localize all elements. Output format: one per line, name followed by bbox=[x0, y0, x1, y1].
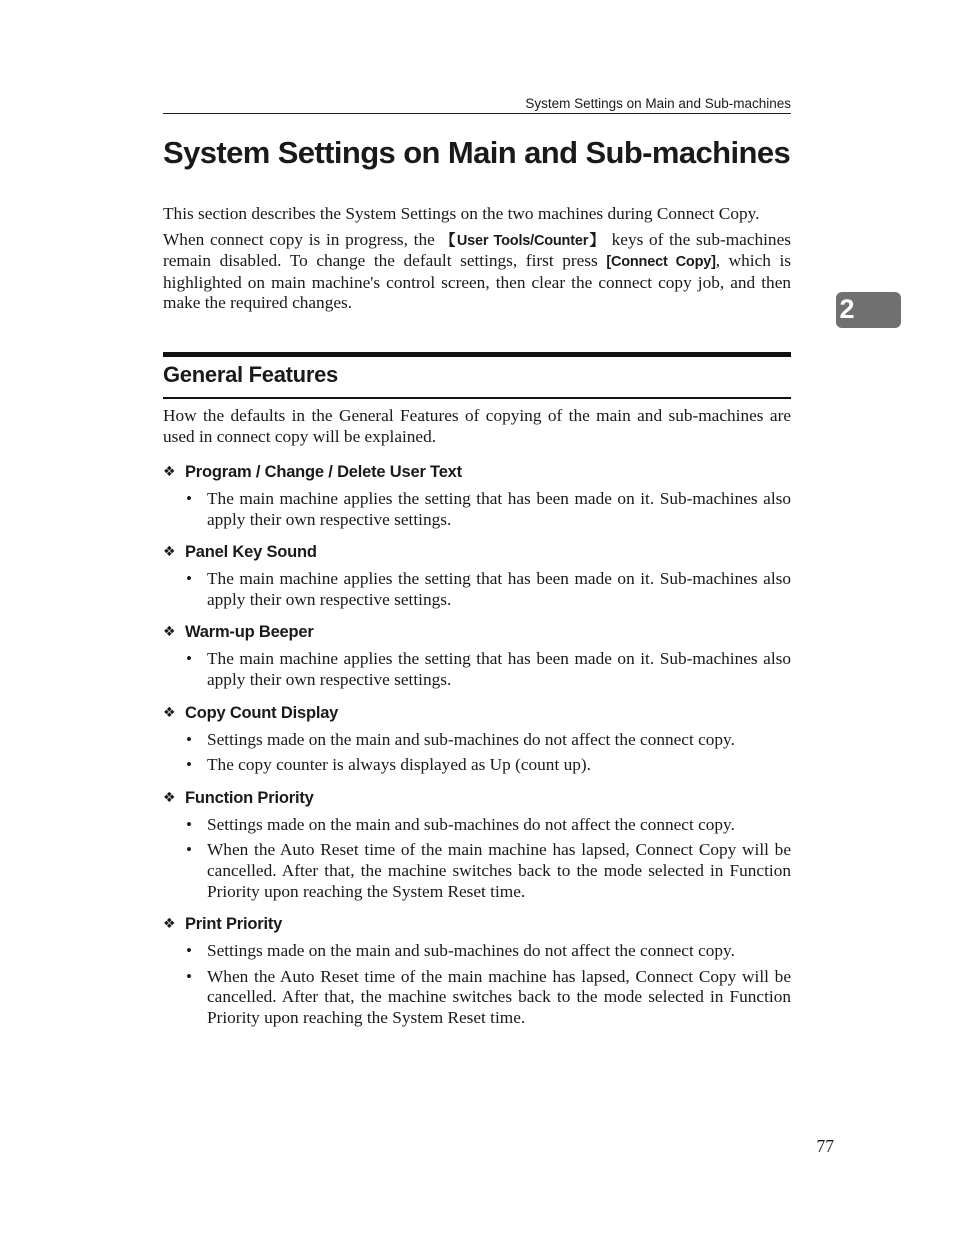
bullet-text: Settings made on the main and sub-machines do not affect the connect copy. bbox=[207, 729, 735, 749]
bullet-item bbox=[163, 569, 791, 610]
bullet-item bbox=[163, 815, 791, 836]
intro-paragraph-2 bbox=[163, 230, 791, 314]
connect-copy-key: [Connect Copy] bbox=[606, 254, 716, 271]
bullet-text: The main machine applies the setting that has been made on it. Sub-machines also apply their own respective settings. bbox=[207, 649, 791, 689]
bullet-dot-icon: • bbox=[186, 941, 192, 961]
bullet-list bbox=[163, 941, 791, 1028]
diamond-bullet-icon: ❖ bbox=[163, 544, 176, 561]
feature-item bbox=[163, 913, 791, 1028]
diamond-bullet-icon: ❖ bbox=[163, 704, 176, 721]
bullet-item bbox=[163, 489, 791, 530]
intro-text bbox=[163, 204, 791, 319]
chapter-tab bbox=[836, 292, 901, 328]
feature-item bbox=[163, 787, 791, 902]
bracket-close: 】 bbox=[588, 230, 606, 249]
bullet-dot-icon: • bbox=[186, 840, 192, 860]
bullet-text: The copy counter is always displayed as Up (count up). bbox=[207, 755, 591, 775]
intro-text-part-1: When connect copy is in progress, the bbox=[163, 229, 441, 249]
feature-item bbox=[163, 621, 791, 690]
bullet-item bbox=[163, 941, 791, 962]
diamond-bullet-icon: ❖ bbox=[163, 916, 176, 933]
diamond-bullet-icon: ❖ bbox=[163, 464, 176, 480]
bullet-dot-icon: • bbox=[186, 966, 192, 986]
bullet-list bbox=[163, 815, 791, 902]
intro-text-part-3: , which is highlighted on main machine's control screen, then clear the connect copy job, and then make the required changes. bbox=[163, 251, 791, 313]
bullet-text: When the Auto Reset time of the main machine has lapsed, Connect Copy will be cancelled. After that, the machine switches back to the mode selected in Function Priority upon reaching the System Reset time. bbox=[207, 966, 791, 1027]
bullet-item bbox=[163, 730, 791, 751]
diamond-bullet-icon: ❖ bbox=[163, 789, 176, 806]
feature-heading bbox=[163, 913, 791, 935]
bullet-text: When the Auto Reset time of the main machine has lapsed, Connect Copy will be cancelled. After that, the machine switches back to the mode selected in Function Priority upon reaching the System Reset time. bbox=[207, 840, 791, 901]
feature-list bbox=[163, 461, 791, 1040]
feature-heading bbox=[163, 541, 791, 563]
diamond-bullet-icon: ❖ bbox=[163, 624, 176, 641]
feature-heading bbox=[163, 702, 791, 724]
bullet-dot-icon: • bbox=[186, 489, 192, 508]
feature-title: Warm-up Beeper bbox=[185, 623, 314, 642]
intro-text-part-2: keys of the sub-machines remain disabled. To change the default settings, first press bbox=[163, 229, 791, 271]
feature-item bbox=[163, 702, 791, 776]
user-tools-counter-key: User Tools/Counter bbox=[456, 232, 589, 249]
feature-heading bbox=[163, 787, 791, 809]
feature-title: Copy Count Display bbox=[185, 703, 339, 722]
bullet-list bbox=[163, 730, 791, 776]
bullet-text: The main machine applies the setting that has been made on it. Sub-machines also apply their own respective settings. bbox=[207, 489, 791, 529]
section-rule-top bbox=[163, 352, 791, 357]
feature-title: Print Priority bbox=[185, 915, 283, 934]
section-heading: General Features bbox=[163, 362, 338, 387]
bullet-item bbox=[163, 840, 791, 902]
bullet-dot-icon: • bbox=[186, 814, 192, 834]
page-number: 77 bbox=[816, 1136, 834, 1156]
feature-title: Function Priority bbox=[185, 788, 314, 807]
bullet-dot-icon: • bbox=[186, 755, 192, 775]
bullet-text: The main machine applies the setting that has been made on it. Sub-machines also apply their own respective settings. bbox=[207, 569, 791, 609]
bullet-item bbox=[163, 755, 791, 776]
bullet-list bbox=[163, 569, 791, 610]
intro-paragraph-1: This section describes the System Settings on the two machines during Connect Copy. bbox=[163, 204, 760, 223]
feature-heading bbox=[163, 461, 791, 483]
bullet-dot-icon: • bbox=[186, 729, 192, 749]
bullet-item bbox=[163, 649, 791, 690]
feature-heading bbox=[163, 621, 791, 643]
feature-title: Program / Change / Delete User Text bbox=[185, 463, 462, 481]
bullet-text: Settings made on the main and sub-machines do not affect the connect copy. bbox=[207, 941, 735, 961]
feature-title: Panel Key Sound bbox=[185, 543, 317, 562]
bullet-text: Settings made on the main and sub-machines do not affect the connect copy. bbox=[207, 814, 735, 834]
bullet-dot-icon: • bbox=[186, 649, 192, 669]
feature-item bbox=[163, 541, 791, 610]
feature-item bbox=[163, 461, 791, 530]
section-rule-bottom bbox=[163, 397, 791, 399]
chapter-number: 2 bbox=[839, 294, 855, 324]
running-head: System Settings on Main and Sub-machines bbox=[163, 96, 791, 114]
section-intro: How the defaults in the General Features of copying of the main and sub-machines are used in connect copy will be explained. bbox=[163, 406, 791, 446]
bullet-list bbox=[163, 489, 791, 530]
bullet-dot-icon: • bbox=[186, 569, 192, 589]
bracket-open: 【 bbox=[440, 230, 457, 249]
bullet-item bbox=[163, 967, 791, 1029]
bullet-list bbox=[163, 649, 791, 690]
page-title: System Settings on Main and Sub-machines bbox=[163, 135, 791, 170]
